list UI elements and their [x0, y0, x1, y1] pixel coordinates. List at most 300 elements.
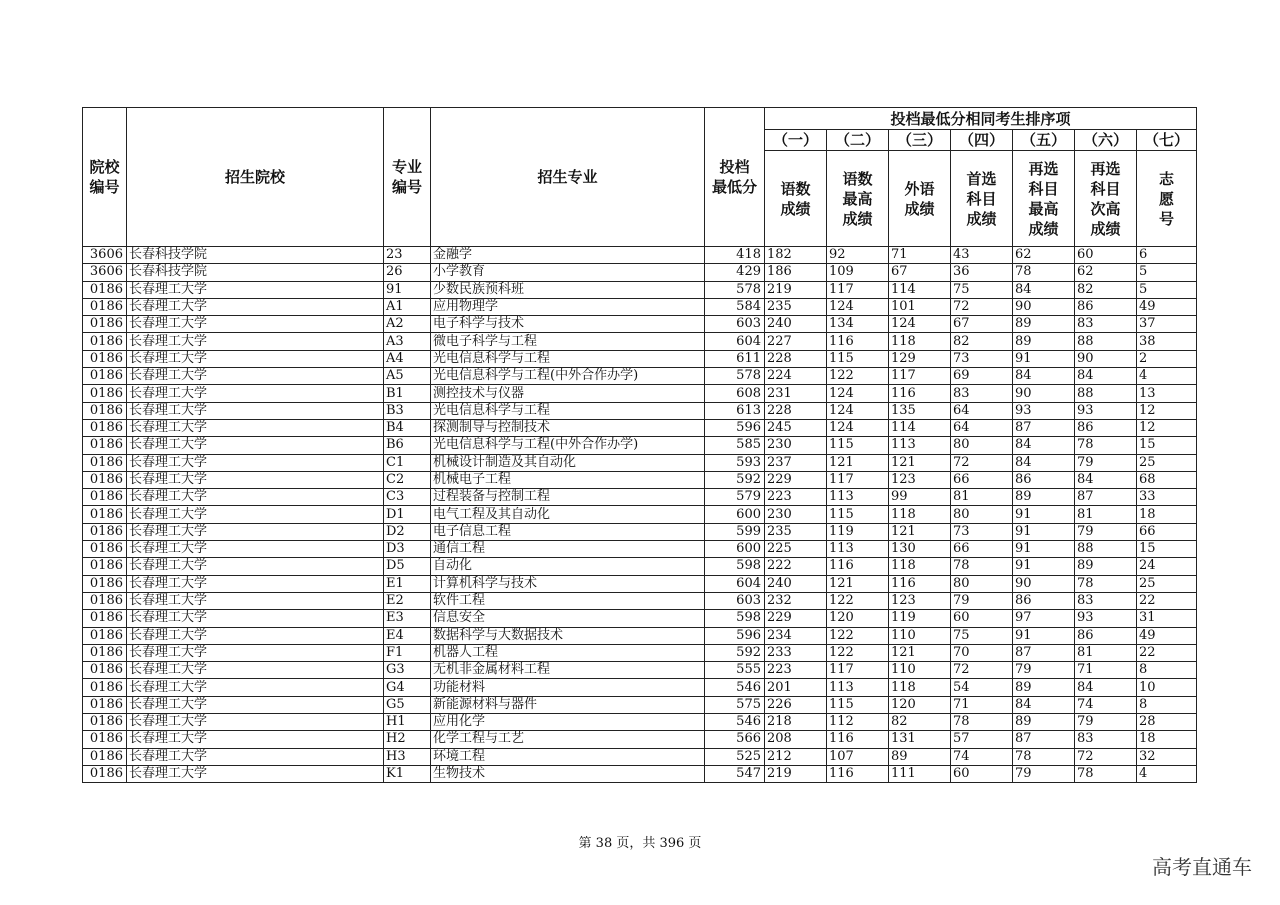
cell-rank5: 91 [1013, 558, 1075, 575]
cell-rank3: 99 [889, 489, 951, 506]
header-rank-2: （二） [827, 130, 889, 151]
header-rank-3: （三） [889, 130, 951, 151]
cell-school-name: 长春理工大学 [127, 558, 384, 575]
cell-rank1: 230 [765, 437, 827, 454]
cell-major-code: G3 [384, 662, 431, 679]
cell-rank4: 36 [951, 264, 1013, 281]
cell-school-name: 长春理工大学 [127, 454, 384, 471]
cell-major-name: 电子信息工程 [431, 523, 705, 540]
cell-rank4: 80 [951, 506, 1013, 523]
cell-major-code: C3 [384, 489, 431, 506]
cell-major-name: 机器人工程 [431, 644, 705, 661]
header-rank-label-3: 外语 成绩 [889, 151, 951, 247]
cell-min-score: 604 [705, 333, 765, 350]
cell-rank2: 115 [827, 696, 889, 713]
cell-rank2: 109 [827, 264, 889, 281]
cell-rank2: 122 [827, 592, 889, 609]
cell-rank6: 71 [1075, 662, 1137, 679]
cell-rank5: 87 [1013, 419, 1075, 436]
cell-rank6: 89 [1075, 558, 1137, 575]
cell-rank7: 8 [1137, 696, 1197, 713]
cell-min-score: 575 [705, 696, 765, 713]
cell-rank7: 12 [1137, 419, 1197, 436]
cell-major-code: 23 [384, 247, 431, 264]
cell-major-code: B1 [384, 385, 431, 402]
cell-rank2: 122 [827, 644, 889, 661]
cell-school-code: 0186 [83, 471, 127, 488]
cell-rank2: 124 [827, 298, 889, 315]
cell-major-code: B4 [384, 419, 431, 436]
cell-rank1: 218 [765, 714, 827, 731]
cell-min-score: 578 [705, 368, 765, 385]
table-row [83, 627, 1197, 644]
cell-school-code: 0186 [83, 765, 127, 782]
cell-school-code: 0186 [83, 644, 127, 661]
cell-school-code: 0186 [83, 575, 127, 592]
cell-rank1: 186 [765, 264, 827, 281]
cell-school-code: 0186 [83, 679, 127, 696]
cell-rank6: 93 [1075, 610, 1137, 627]
cell-rank5: 84 [1013, 368, 1075, 385]
cell-rank6: 90 [1075, 350, 1137, 367]
cell-rank2: 107 [827, 748, 889, 765]
table-row [83, 368, 1197, 385]
cell-rank2: 117 [827, 281, 889, 298]
table-row [83, 402, 1197, 419]
cell-rank1: 219 [765, 281, 827, 298]
cell-rank7: 49 [1137, 627, 1197, 644]
cell-rank3: 89 [889, 748, 951, 765]
cell-rank2: 116 [827, 558, 889, 575]
cell-rank3: 110 [889, 627, 951, 644]
cell-rank5: 84 [1013, 281, 1075, 298]
cell-rank1: 232 [765, 592, 827, 609]
cell-school-code: 0186 [83, 541, 127, 558]
cell-rank5: 89 [1013, 316, 1075, 333]
cell-major-name: 光电信息科学与工程 [431, 402, 705, 419]
cell-rank2: 124 [827, 385, 889, 402]
cell-rank7: 25 [1137, 454, 1197, 471]
cell-rank4: 83 [951, 385, 1013, 402]
cell-rank3: 123 [889, 471, 951, 488]
cell-rank4: 70 [951, 644, 1013, 661]
header-rank-label-4: 首选 科目 成绩 [951, 151, 1013, 247]
cell-rank6: 93 [1075, 402, 1137, 419]
cell-rank1: 233 [765, 644, 827, 661]
table-row [83, 662, 1197, 679]
cell-rank3: 119 [889, 610, 951, 627]
cell-rank1: 201 [765, 679, 827, 696]
table-row [83, 316, 1197, 333]
cell-rank2: 92 [827, 247, 889, 264]
cell-school-code: 0186 [83, 437, 127, 454]
cell-major-code: C1 [384, 454, 431, 471]
cell-min-score: 593 [705, 454, 765, 471]
cell-major-name: 无机非金属材料工程 [431, 662, 705, 679]
table-row [83, 731, 1197, 748]
table-row [83, 454, 1197, 471]
cell-rank2: 113 [827, 679, 889, 696]
cell-min-score: 525 [705, 748, 765, 765]
cell-rank4: 72 [951, 454, 1013, 471]
cell-rank3: 131 [889, 731, 951, 748]
cell-major-name: 应用物理学 [431, 298, 705, 315]
cell-rank1: 229 [765, 471, 827, 488]
cell-school-code: 0186 [83, 333, 127, 350]
cell-school-code: 0186 [83, 316, 127, 333]
cell-min-score: 600 [705, 506, 765, 523]
cell-school-name: 长春理工大学 [127, 489, 384, 506]
cell-major-name: 功能材料 [431, 679, 705, 696]
cell-rank5: 79 [1013, 662, 1075, 679]
cell-rank3: 123 [889, 592, 951, 609]
cell-rank3: 116 [889, 385, 951, 402]
cell-rank3: 110 [889, 662, 951, 679]
cell-rank7: 22 [1137, 644, 1197, 661]
cell-rank6: 87 [1075, 489, 1137, 506]
cell-rank3: 113 [889, 437, 951, 454]
cell-rank7: 37 [1137, 316, 1197, 333]
cell-rank2: 116 [827, 731, 889, 748]
header-rank-5: （五） [1013, 130, 1075, 151]
cell-major-code: D2 [384, 523, 431, 540]
cell-school-name: 长春理工大学 [127, 281, 384, 298]
cell-rank3: 135 [889, 402, 951, 419]
cell-rank1: 225 [765, 541, 827, 558]
cell-rank5: 78 [1013, 748, 1075, 765]
cell-rank4: 69 [951, 368, 1013, 385]
cell-min-score: 603 [705, 316, 765, 333]
cell-rank6: 60 [1075, 247, 1137, 264]
cell-rank1: 228 [765, 402, 827, 419]
cell-rank2: 112 [827, 714, 889, 731]
cell-major-code: C2 [384, 471, 431, 488]
cell-rank2: 121 [827, 454, 889, 471]
cell-school-code: 0186 [83, 506, 127, 523]
cell-rank1: 230 [765, 506, 827, 523]
header-rank-7: （七） [1137, 130, 1197, 151]
cell-major-name: 化学工程与工艺 [431, 731, 705, 748]
cell-rank4: 79 [951, 592, 1013, 609]
header-rank-label-6: 再选 科目 次高 成绩 [1075, 151, 1137, 247]
cell-rank5: 90 [1013, 298, 1075, 315]
cell-major-name: 应用化学 [431, 714, 705, 731]
cell-rank3: 121 [889, 523, 951, 540]
cell-rank3: 124 [889, 316, 951, 333]
cell-rank7: 66 [1137, 523, 1197, 540]
cell-school-name: 长春理工大学 [127, 316, 384, 333]
table-row [83, 541, 1197, 558]
cell-rank3: 71 [889, 247, 951, 264]
cell-rank6: 84 [1075, 368, 1137, 385]
cell-min-score: 611 [705, 350, 765, 367]
cell-major-name: 测控技术与仪器 [431, 385, 705, 402]
cell-rank4: 57 [951, 731, 1013, 748]
header-rank-label-5: 再选 科目 最高 成绩 [1013, 151, 1075, 247]
cell-rank6: 86 [1075, 627, 1137, 644]
cell-min-score: 555 [705, 662, 765, 679]
cell-rank5: 90 [1013, 575, 1075, 592]
cell-rank1: 235 [765, 523, 827, 540]
cell-rank6: 84 [1075, 679, 1137, 696]
cell-school-name: 长春理工大学 [127, 350, 384, 367]
cell-major-name: 新能源材料与器件 [431, 696, 705, 713]
cell-rank2: 121 [827, 575, 889, 592]
header-rank-label-1: 语数 成绩 [765, 151, 827, 247]
cell-school-name: 长春理工大学 [127, 731, 384, 748]
cell-school-name: 长春理工大学 [127, 610, 384, 627]
cell-rank3: 121 [889, 644, 951, 661]
admission-score-table [82, 107, 1197, 783]
cell-rank1: 226 [765, 696, 827, 713]
table-row [83, 748, 1197, 765]
cell-major-code: D5 [384, 558, 431, 575]
cell-major-name: 通信工程 [431, 541, 705, 558]
cell-rank5: 91 [1013, 350, 1075, 367]
cell-rank7: 38 [1137, 333, 1197, 350]
cell-rank6: 88 [1075, 541, 1137, 558]
cell-major-name: 探测制导与控制技术 [431, 419, 705, 436]
cell-school-code: 3606 [83, 247, 127, 264]
page-footer: 第 38 页，共 396 页 [578, 836, 702, 851]
cell-rank4: 74 [951, 748, 1013, 765]
cell-school-name: 长春理工大学 [127, 368, 384, 385]
cell-min-score: 579 [705, 489, 765, 506]
cell-rank7: 5 [1137, 281, 1197, 298]
cell-major-code: A4 [384, 350, 431, 367]
cell-rank5: 62 [1013, 247, 1075, 264]
table-row [83, 333, 1197, 350]
cell-min-score: 592 [705, 644, 765, 661]
cell-rank1: 240 [765, 316, 827, 333]
cell-rank2: 134 [827, 316, 889, 333]
cell-rank2: 119 [827, 523, 889, 540]
cell-school-code: 0186 [83, 748, 127, 765]
cell-rank2: 113 [827, 489, 889, 506]
cell-school-code: 0186 [83, 350, 127, 367]
cell-school-code: 0186 [83, 696, 127, 713]
cell-major-code: A1 [384, 298, 431, 315]
cell-rank4: 72 [951, 662, 1013, 679]
cell-rank6: 83 [1075, 316, 1137, 333]
cell-rank7: 15 [1137, 541, 1197, 558]
cell-rank3: 117 [889, 368, 951, 385]
cell-school-name: 长春理工大学 [127, 385, 384, 402]
cell-min-score: 596 [705, 627, 765, 644]
table-row [83, 247, 1197, 264]
cell-rank6: 86 [1075, 298, 1137, 315]
cell-rank6: 82 [1075, 281, 1137, 298]
cell-rank1: 234 [765, 627, 827, 644]
cell-school-name: 长春理工大学 [127, 592, 384, 609]
cell-rank6: 78 [1075, 437, 1137, 454]
cell-rank5: 89 [1013, 714, 1075, 731]
cell-rank2: 124 [827, 402, 889, 419]
cell-major-name: 光电信息科学与工程 [431, 350, 705, 367]
cell-major-name: 自动化 [431, 558, 705, 575]
cell-min-score: 603 [705, 592, 765, 609]
cell-school-code: 0186 [83, 627, 127, 644]
cell-school-code: 0186 [83, 523, 127, 540]
cell-major-code: H2 [384, 731, 431, 748]
cell-school-name: 长春理工大学 [127, 333, 384, 350]
cell-rank5: 91 [1013, 627, 1075, 644]
cell-rank5: 89 [1013, 489, 1075, 506]
cell-rank1: 229 [765, 610, 827, 627]
table-row [83, 281, 1197, 298]
cell-rank3: 114 [889, 419, 951, 436]
cell-rank7: 68 [1137, 471, 1197, 488]
cell-rank1: 182 [765, 247, 827, 264]
cell-rank7: 28 [1137, 714, 1197, 731]
cell-min-score: 584 [705, 298, 765, 315]
cell-major-name: 计算机科学与技术 [431, 575, 705, 592]
cell-major-code: K1 [384, 765, 431, 782]
cell-school-name: 长春理工大学 [127, 765, 384, 782]
cell-major-code: E4 [384, 627, 431, 644]
cell-major-name: 软件工程 [431, 592, 705, 609]
cell-rank6: 81 [1075, 506, 1137, 523]
cell-rank1: 212 [765, 748, 827, 765]
cell-school-code: 0186 [83, 714, 127, 731]
cell-rank4: 66 [951, 541, 1013, 558]
cell-rank6: 88 [1075, 385, 1137, 402]
cell-major-code: A2 [384, 316, 431, 333]
cell-rank6: 84 [1075, 471, 1137, 488]
cell-rank5: 78 [1013, 264, 1075, 281]
cell-rank6: 62 [1075, 264, 1137, 281]
cell-school-name: 长春理工大学 [127, 575, 384, 592]
cell-rank7: 18 [1137, 731, 1197, 748]
cell-school-code: 3606 [83, 264, 127, 281]
cell-min-score: 418 [705, 247, 765, 264]
cell-major-code: A5 [384, 368, 431, 385]
cell-rank4: 64 [951, 419, 1013, 436]
cell-rank3: 101 [889, 298, 951, 315]
cell-rank7: 2 [1137, 350, 1197, 367]
cell-rank6: 78 [1075, 765, 1137, 782]
table-row [83, 765, 1197, 782]
table-row [83, 575, 1197, 592]
cell-rank1: 235 [765, 298, 827, 315]
cell-rank7: 25 [1137, 575, 1197, 592]
cell-major-code: B3 [384, 402, 431, 419]
header-major: 招生专业 [431, 108, 705, 247]
cell-school-name: 长春理工大学 [127, 627, 384, 644]
cell-major-name: 信息安全 [431, 610, 705, 627]
cell-rank2: 124 [827, 419, 889, 436]
table-row [83, 264, 1197, 281]
cell-rank2: 115 [827, 437, 889, 454]
header-rank-4: （四） [951, 130, 1013, 151]
cell-rank4: 60 [951, 765, 1013, 782]
cell-school-code: 0186 [83, 368, 127, 385]
cell-rank3: 118 [889, 558, 951, 575]
cell-min-score: 596 [705, 419, 765, 436]
cell-rank1: 227 [765, 333, 827, 350]
cell-major-name: 数据科学与大数据技术 [431, 627, 705, 644]
cell-school-name: 长春科技学院 [127, 247, 384, 264]
cell-min-score: 604 [705, 575, 765, 592]
cell-school-name: 长春理工大学 [127, 471, 384, 488]
watermark-text: 高考直通车 [1152, 855, 1252, 879]
header-major-code: 专业 编号 [384, 108, 431, 247]
cell-rank6: 81 [1075, 644, 1137, 661]
cell-rank4: 78 [951, 558, 1013, 575]
cell-min-score: 613 [705, 402, 765, 419]
cell-rank4: 75 [951, 627, 1013, 644]
cell-school-code: 0186 [83, 489, 127, 506]
cell-major-name: 微电子科学与工程 [431, 333, 705, 350]
cell-school-name: 长春理工大学 [127, 644, 384, 661]
cell-major-name: 电子科学与技术 [431, 316, 705, 333]
cell-rank1: 231 [765, 385, 827, 402]
cell-rank5: 79 [1013, 765, 1075, 782]
cell-rank4: 80 [951, 575, 1013, 592]
cell-rank4: 73 [951, 350, 1013, 367]
cell-school-name: 长春理工大学 [127, 541, 384, 558]
cell-rank6: 72 [1075, 748, 1137, 765]
cell-rank3: 130 [889, 541, 951, 558]
cell-rank1: 237 [765, 454, 827, 471]
cell-rank4: 67 [951, 316, 1013, 333]
cell-major-code: D1 [384, 506, 431, 523]
table-row [83, 471, 1197, 488]
cell-rank2: 115 [827, 350, 889, 367]
cell-rank6: 83 [1075, 731, 1137, 748]
cell-school-name: 长春理工大学 [127, 419, 384, 436]
cell-rank3: 118 [889, 333, 951, 350]
cell-rank7: 5 [1137, 264, 1197, 281]
cell-rank3: 121 [889, 454, 951, 471]
cell-rank5: 89 [1013, 333, 1075, 350]
cell-min-score: 429 [705, 264, 765, 281]
cell-major-name: 光电信息科学与工程(中外合作办学) [431, 437, 705, 454]
cell-major-code: F1 [384, 644, 431, 661]
cell-rank5: 84 [1013, 696, 1075, 713]
cell-major-code: E3 [384, 610, 431, 627]
table-row [83, 385, 1197, 402]
cell-rank2: 117 [827, 471, 889, 488]
cell-school-name: 长春理工大学 [127, 506, 384, 523]
cell-rank6: 86 [1075, 419, 1137, 436]
cell-rank5: 91 [1013, 541, 1075, 558]
cell-rank2: 117 [827, 662, 889, 679]
cell-rank5: 87 [1013, 644, 1075, 661]
cell-rank1: 219 [765, 765, 827, 782]
cell-rank3: 129 [889, 350, 951, 367]
cell-major-name: 金融学 [431, 247, 705, 264]
cell-rank5: 90 [1013, 385, 1075, 402]
cell-major-name: 光电信息科学与工程(中外合作办学) [431, 368, 705, 385]
cell-major-code: G5 [384, 696, 431, 713]
cell-min-score: 546 [705, 679, 765, 696]
cell-school-name: 长春理工大学 [127, 662, 384, 679]
cell-rank4: 64 [951, 402, 1013, 419]
cell-school-name: 长春理工大学 [127, 402, 384, 419]
cell-rank6: 79 [1075, 523, 1137, 540]
cell-rank1: 222 [765, 558, 827, 575]
table-row [83, 437, 1197, 454]
cell-school-code: 0186 [83, 610, 127, 627]
cell-rank1: 240 [765, 575, 827, 592]
cell-rank5: 87 [1013, 731, 1075, 748]
cell-school-code: 0186 [83, 454, 127, 471]
cell-rank4: 54 [951, 679, 1013, 696]
table-row [83, 558, 1197, 575]
header-tie-break-group: 投档最低分相同考生排序项 [765, 108, 1197, 130]
cell-min-score: 578 [705, 281, 765, 298]
